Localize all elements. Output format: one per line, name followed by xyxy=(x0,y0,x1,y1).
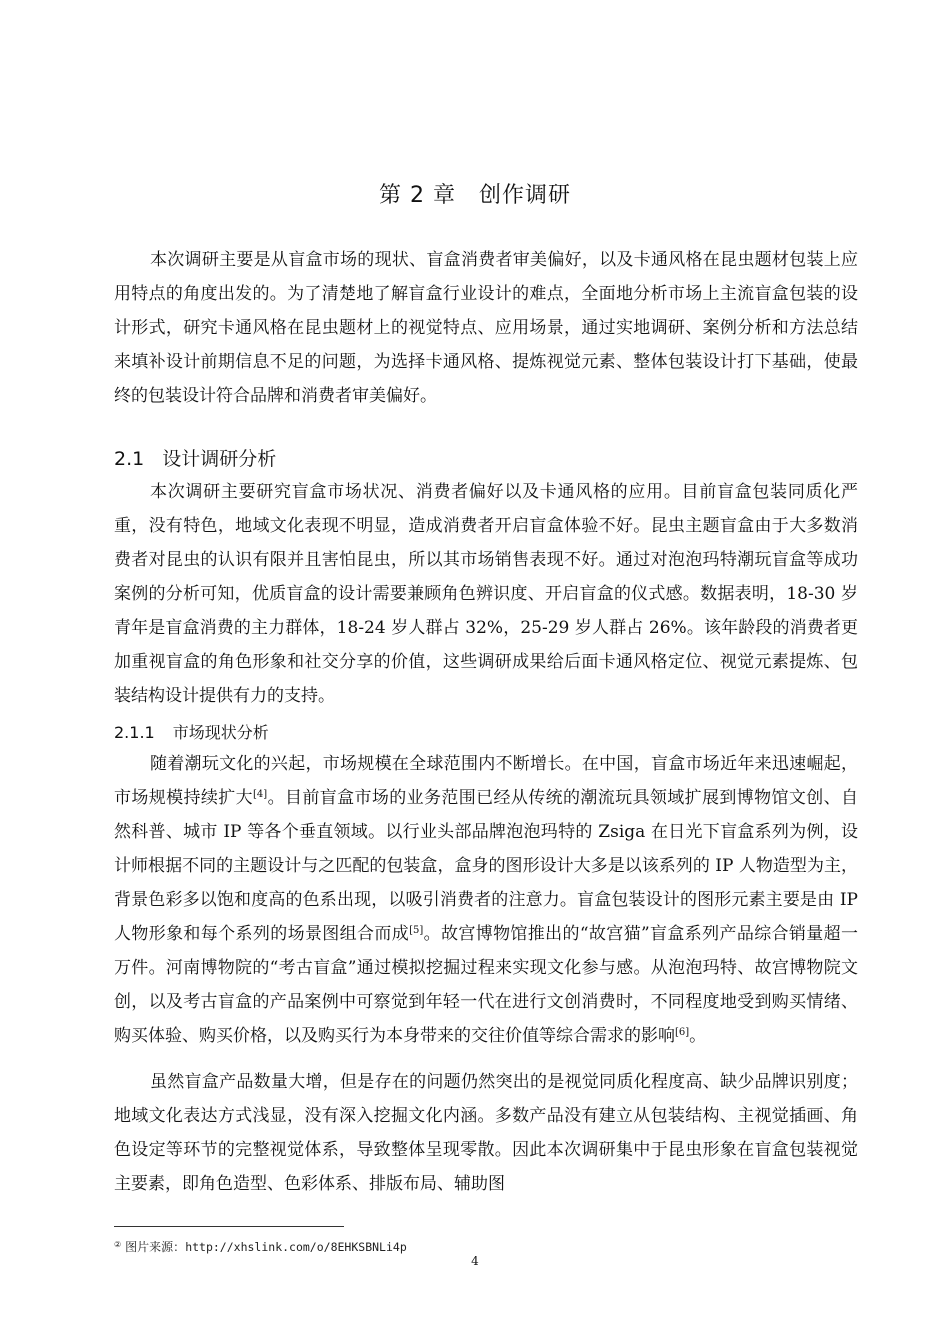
citation-4: [4] xyxy=(253,789,268,800)
footnote-url: http://xhslink.com/o/8EHKSBNLi4p xyxy=(185,1240,407,1254)
section-heading-2-1 xyxy=(114,444,276,471)
citation-6: [6] xyxy=(675,1027,690,1038)
text-run: 。目前盲盒市场的业务范围已经从传统的潮流玩具领域扩展到博物馆文创、自然科普、城市 IP 等各个垂直领域。以行业头部品牌泡泡玛特的 Zsiga 在日光下盲盒系列为例，设计师根据不同的主题设计与之匹配的包装盒，盒身的图形设计大多是以该系列的 IP 人物造型为主，背景色彩多以饱和度高的色系出现，以吸引消费者的注意力。盲盒包装设计的图形元素主要是由 IP 人物形象和每个系列的场景图组合而成 xyxy=(114,788,858,944)
market-paragraph-2: 虽然盲盒产品数量大增，但是存在的问题仍然突出的是视觉同质化程度高、缺少品牌识别度；地域文化表达方式浅显，没有深入挖掘文化内涵。多数产品没有建立从包装结构、主视觉插画、角色设定等环节的完整视觉体系，导致整体呈现零散。因此本次调研集中于昆虫形象在盲盒包装视觉主要素，即角色造型、色彩体系、排版布局、辅助图 xyxy=(114,1072,858,1194)
section-title: 设计调研分析 xyxy=(162,448,277,470)
subsection-title: 市场现状分析 xyxy=(172,723,269,742)
section-2-1-paragraph: 本次调研主要研究盲盒市场状况、消费者偏好以及卡通风格的应用。目前盲盒包装同质化严重，没有特色，地域文化表现不明显，造成消费者开启盲盒体验不好。昆虫主题盲盒由于大多数消费者对昆虫的认识有限并且害怕昆虫，所以其市场销售表现不好。通过对泡泡玛特潮玩盲盒等成功案例的分析可知，优质盲盒的设计需要兼顾角色辨识度、开启盲盒的仪式感。数据表明，18-30 岁青年是盲盒消费的主力群体，18-24 岁人群占 32%，25-29 岁人群占 26%。该年龄段的消费者更加重视盲盒的角色形象和社交分享的价值，这些调研成果给后面卡通风格定位、视觉元素提炼、包装结构设计提供有力的支持。 xyxy=(114,482,858,706)
footnote-divider xyxy=(114,1226,344,1227)
chapter-title: 第 2 章 创作调研 xyxy=(379,183,571,208)
text-run: 。 xyxy=(689,1026,707,1046)
section-heading-2-1-1 xyxy=(114,720,269,743)
market-paragraph-1 xyxy=(114,747,858,1053)
footnote-label: 图片来源： xyxy=(125,1240,186,1254)
citation-5: [5] xyxy=(409,925,424,936)
text-run: 。故宫博物馆推出的“故宫猫”盲盒系列产品综合销量超一万件。河南博物院的“考古盲盒”通过模拟挖掘过程来实现文化参与感。从泡泡玛特、故宫博物院文创，以及考古盲盒的产品案例中可察觉到年轻一代在进行文创消费时，不同程度地受到购买情绪、购买体验、购买价格，以及购买行为本身带来的交往价值等综合需求的影响 xyxy=(114,924,858,1046)
page-number: 4 xyxy=(471,1254,479,1268)
footnote xyxy=(114,1238,407,1255)
subsection-number: 2.1.1 xyxy=(114,723,155,742)
intro-paragraph: 本次调研主要是从盲盒市场的现状、盲盒消费者审美偏好，以及卡通风格在昆虫题材包装上应用特点的角度出发的。为了清楚地了解盲盒行业设计的难点，全面地分析市场上主流盲盒包装的设计形式，研究卡通风格在昆虫题材上的视觉特点、应用场景，通过实地调研、案例分析和方法总结来填补设计前期信息不足的问题，为选择卡通风格、提炼视觉元素、整体包装设计打下基础，使最终的包装设计符合品牌和消费者审美偏好。 xyxy=(114,250,858,406)
section-number: 2.1 xyxy=(114,448,145,470)
footnote-mark: ② xyxy=(114,1240,122,1249)
text-run: 随着潮玩文化的兴起，市场规模在全球范围内不断增长。在中国，盲盒市场近年来迅速崛起，市场规模持续扩大 xyxy=(114,754,858,808)
